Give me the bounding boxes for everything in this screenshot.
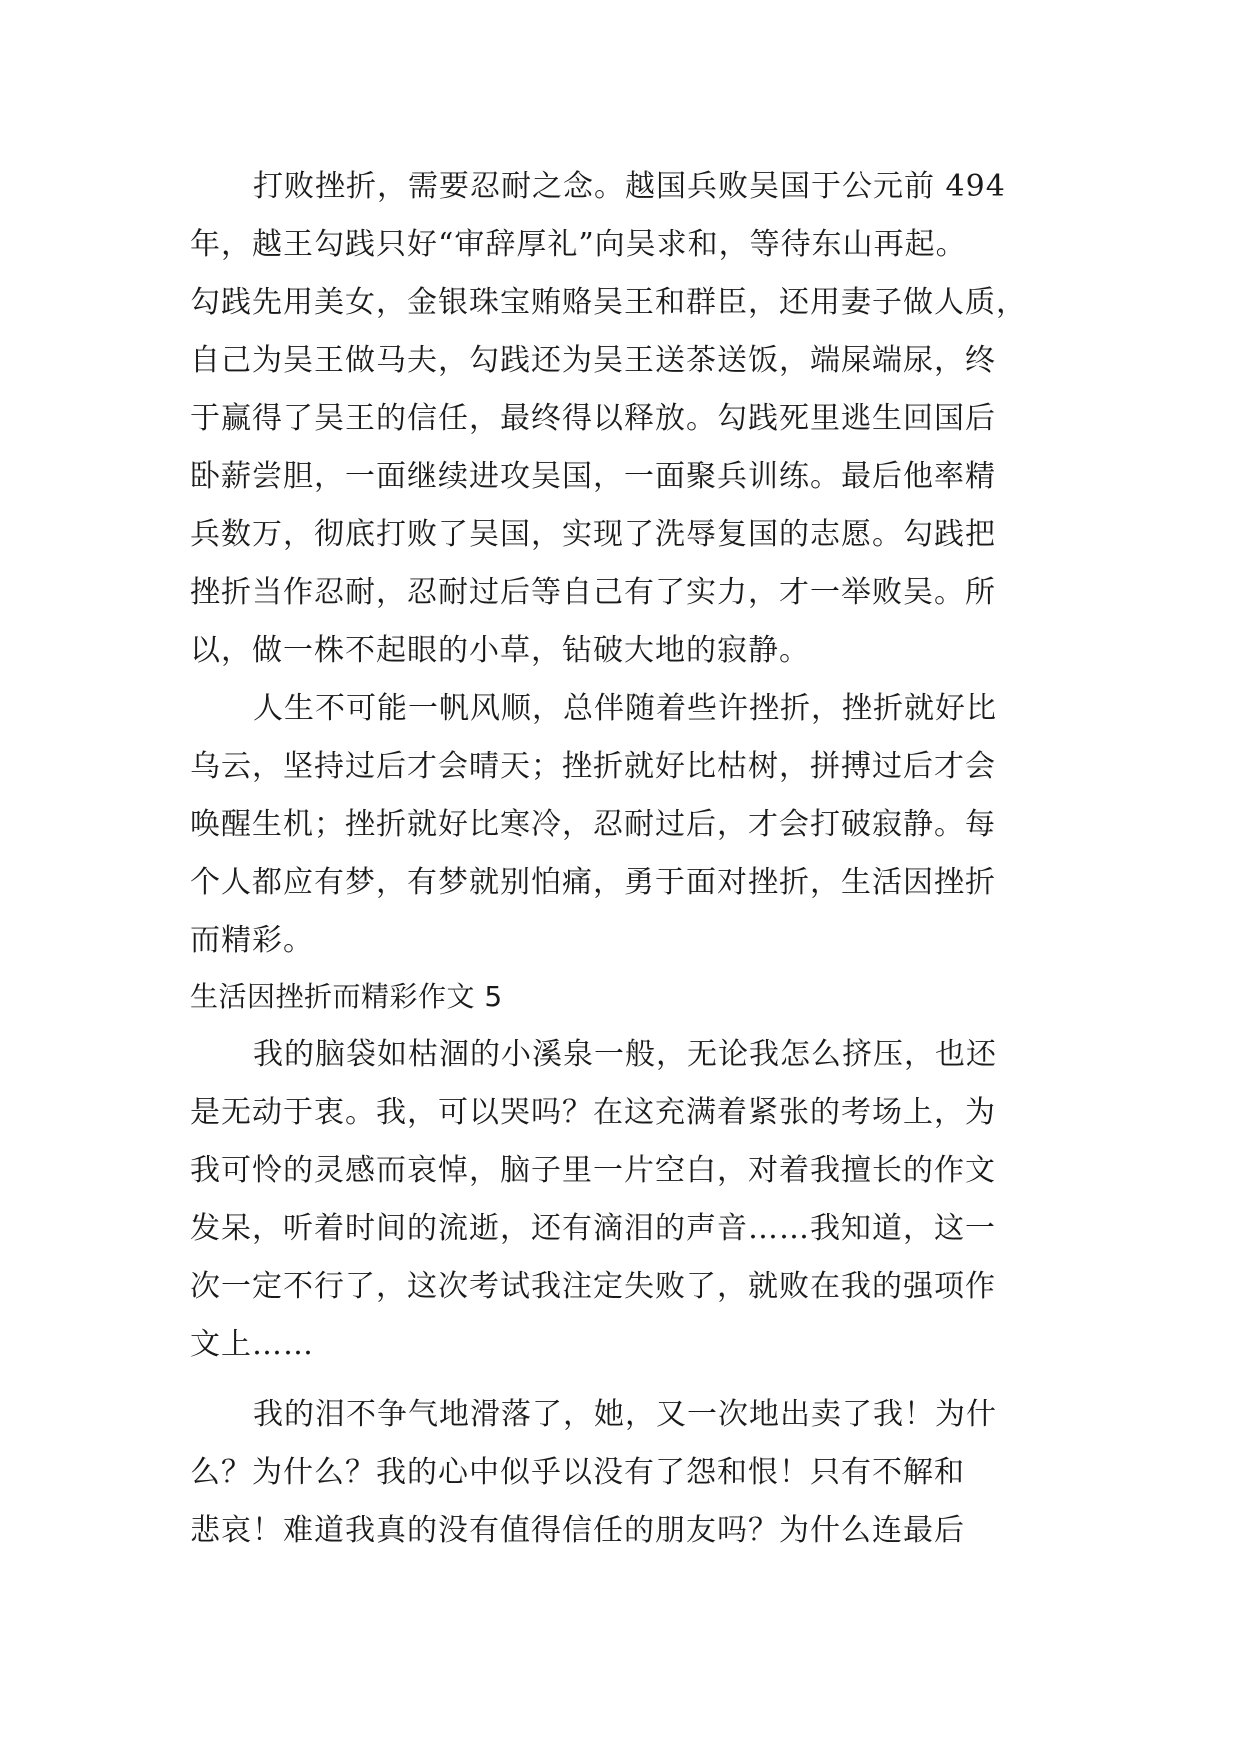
paragraph-1-line-9: 以，做一株不起眼的小草，钻破大地的寂静。 xyxy=(190,633,810,668)
paragraph-1-line-3: 勾践先用美女，金银珠宝贿赂吴王和群臣，还用妻子做人质， xyxy=(190,285,1027,320)
paragraph-1-line-8: 挫折当作忍耐，忍耐过后等自己有了实力，才一举败吴。所 xyxy=(190,575,996,610)
section-paragraph-1-line-2: 是无动于衷。我，可以哭吗？在这充满着紧张的考场上，为 xyxy=(190,1095,996,1130)
section-title: 生活因挫折而精彩作文 5 xyxy=(190,980,503,1013)
section-paragraph-1-line-4: 发呆，听着时间的流逝，还有滴泪的声音……我知道，这一 xyxy=(190,1211,996,1246)
paragraph-2-line-4: 个人都应有梦，有梦就别怕痛，勇于面对挫折，生活因挫折 xyxy=(190,865,996,900)
paragraph-2-line-3: 唤醒生机；挫折就好比寒冷，忍耐过后，才会打破寂静。每 xyxy=(190,807,996,842)
paragraph-1-line-2: 年，越王勾践只好“审辞厚礼”向吴求和，等待东山再起。 xyxy=(190,227,967,262)
paragraph-2-line-5: 而精彩。 xyxy=(190,923,314,958)
section-paragraph-1-line-6: 文上…… xyxy=(190,1327,314,1362)
section-paragraph-1-line-5: 次一定不行了，这次考试我注定失败了，就败在我的强项作 xyxy=(190,1269,996,1304)
paragraph-2-line-2: 乌云，坚持过后才会晴天；挫折就好比枯树，拼搏过后才会 xyxy=(190,749,996,784)
section-paragraph-2-line-1: 我的泪不争气地滑落了，她，又一次地出卖了我！为什 xyxy=(253,1397,997,1432)
section-paragraph-2-line-2: 么？为什么？我的心中似乎以没有了怨和恨！只有不解和 xyxy=(190,1455,965,1490)
paragraph-1-line-5: 于赢得了吴王的信任，最终得以释放。勾践死里逃生回国后 xyxy=(190,401,996,436)
section-paragraph-1-line-1: 我的脑袋如枯涸的小溪泉一般，无论我怎么挤压，也还 xyxy=(253,1037,997,1072)
paragraph-1-line-4: 自己为吴王做马夫，勾践还为吴王送茶送饭，端屎端尿，终 xyxy=(190,343,996,378)
section-paragraph-1-line-3: 我可怜的灵感而哀悼，脑子里一片空白，对着我擅长的作文 xyxy=(190,1153,996,1188)
paragraph-1-line-1: 打败挫折，需要忍耐之念。越国兵败吴国于公元前 494 xyxy=(253,169,1006,204)
section-paragraph-2-line-3: 悲哀！难道我真的没有值得信任的朋友吗？为什么连最后 xyxy=(190,1513,965,1548)
paragraph-1-line-6: 卧薪尝胆，一面继续进攻吴国，一面聚兵训练。最后他率精 xyxy=(190,459,996,494)
paragraph-1-line-7: 兵数万，彻底打败了吴国，实现了洗辱复国的志愿。勾践把 xyxy=(190,517,996,552)
paragraph-2-line-1: 人生不可能一帆风顺，总伴随着些许挫折，挫折就好比 xyxy=(253,691,997,726)
